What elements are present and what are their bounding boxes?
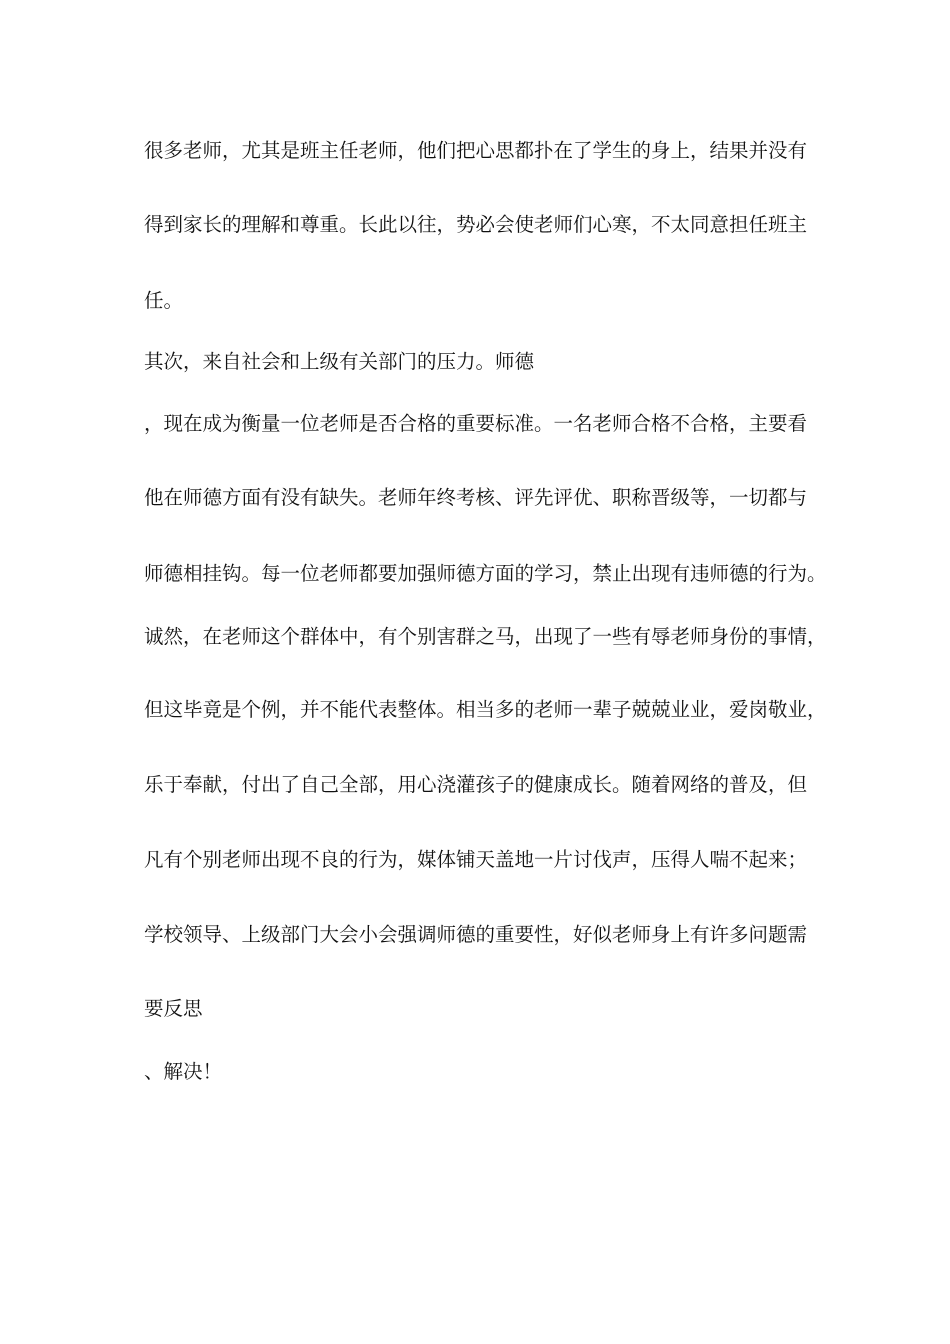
text-line: 任。 bbox=[144, 289, 184, 312]
text-line: 师德相挂钩。每一位老师都要加强师德方面的学习，禁止出现有违师德的行为。 bbox=[144, 562, 827, 585]
text-line: 凡有个别老师出现不良的行为，媒体铺天盖地一片讨伐声，压得人喘不起来； bbox=[144, 848, 808, 871]
text-line: 很多老师，尤其是班主任老师，他们把心思都扑在了学生的身上，结果并没有 bbox=[144, 139, 808, 162]
text-line: 他在师德方面有没有缺失。老师年终考核、评先评优、职称晋级等，一切都与 bbox=[144, 486, 808, 509]
text-line: 要反思 bbox=[144, 997, 203, 1020]
text-line: ，现在成为衡量一位老师是否合格的重要标准。一名老师合格不合格，主要看 bbox=[144, 412, 808, 435]
text-line: 但这毕竟是个例，并不能代表整体。相当多的老师一辈子兢兢业业，爱岗敬业， bbox=[144, 698, 827, 721]
text-line: 得到家长的理解和尊重。长此以往，势必会使老师们心寒，不太同意担任班主 bbox=[144, 213, 808, 236]
text-line: 乐于奉献，付出了自己全部，用心浇灌孩子的健康成长。随着网络的普及，但 bbox=[144, 773, 808, 796]
text-line: 、解决！ bbox=[144, 1060, 223, 1083]
text-line: 其次，来自社会和上级有关部门的压力。师德 bbox=[144, 350, 535, 373]
text-line: 学校领导、上级部门大会小会强调师德的重要性，好似老师身上有许多问题需 bbox=[144, 923, 808, 946]
text-line: 诚然，在老师这个群体中，有个别害群之马，出现了一些有辱老师身份的事情， bbox=[144, 625, 827, 648]
